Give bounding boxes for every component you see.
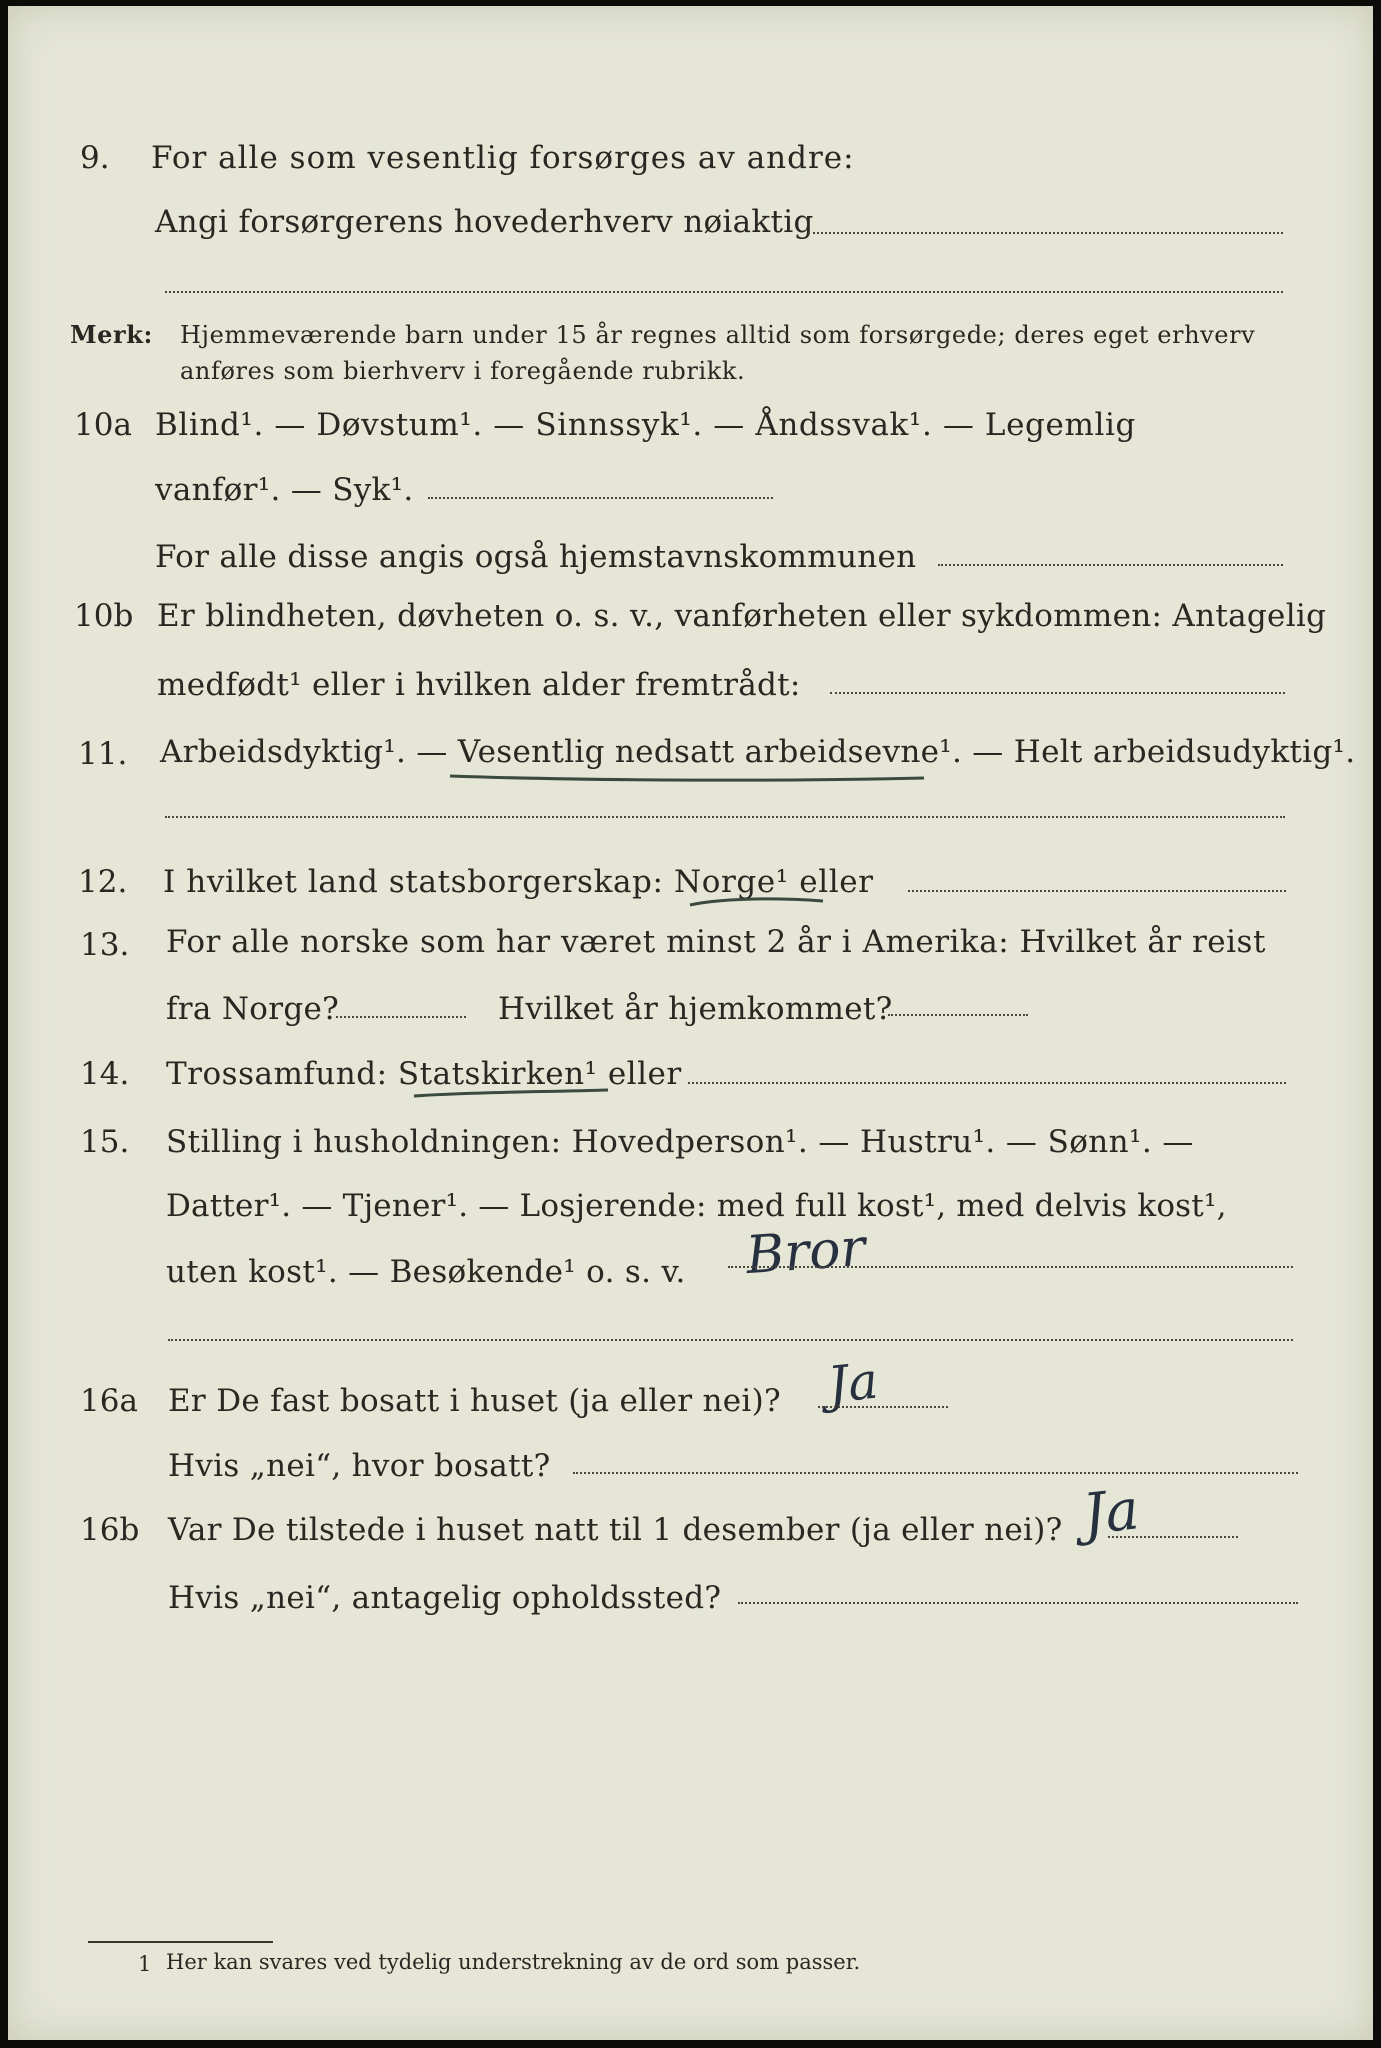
- q9-answer-line[interactable]: [808, 232, 1283, 234]
- q12-text: I hvilket land statsborgerskap: Norge¹ eller: [163, 864, 874, 900]
- q14-text: Trossamfund: Statskirken¹ eller: [166, 1056, 682, 1092]
- q10a-answer-line[interactable]: [428, 497, 773, 499]
- footnote-rule: [88, 1941, 273, 1943]
- q12-answer-line[interactable]: [908, 890, 1286, 892]
- q16a-bosatt-line[interactable]: [573, 1472, 1298, 1474]
- q9-title: For alle som vesentlig forsørges av andre:: [151, 140, 855, 176]
- q10b-answer-line[interactable]: [830, 692, 1285, 694]
- q16a-text-1: Er De fast bosatt i huset (ja eller nei)?: [168, 1383, 781, 1419]
- q10a-text-1: Blind¹. — Døvstum¹. — Sinnssyk¹. — Åndssvak¹. — Legemlig: [155, 407, 1136, 443]
- q10b-text-2: medfødt¹ eller i hvilken alder fremtrådt:: [157, 667, 801, 703]
- q10a-hjemstavn-line[interactable]: [938, 564, 1283, 566]
- q13-hjemkommet-line[interactable]: [888, 1014, 1028, 1016]
- q16b-number: 16b: [80, 1512, 140, 1548]
- q9-question: Angi forsørgerens hovederhverv nøiaktig: [155, 204, 814, 240]
- q14-answer-line[interactable]: [688, 1082, 1286, 1084]
- merk-text-1: Hjemmeværende barn under 15 år regnes alltid som forsørgede; deres eget erhverv: [180, 321, 1256, 349]
- q10b-text-1: Er blindheten, døvheten o. s. v., vanførheten eller sykdommen: Antagelig: [157, 598, 1327, 634]
- merk-text-2: anføres som bierhverv i foregående rubrikk.: [180, 357, 746, 385]
- q13-text-2a: fra Norge?: [166, 991, 340, 1027]
- q16b-answer-line[interactable]: [1108, 1536, 1238, 1538]
- q14-number: 14.: [80, 1056, 130, 1092]
- q11-answer-line[interactable]: [165, 816, 1285, 818]
- q13-text-1: For alle norske som har været minst 2 år i Amerika: Hvilket år reist: [166, 924, 1266, 960]
- q13-reist-line[interactable]: [336, 1016, 466, 1018]
- q15-answer-line-2[interactable]: [168, 1339, 1293, 1341]
- q16b-handwritten-answer: Ja: [1079, 1477, 1143, 1548]
- q13-number: 13.: [80, 927, 130, 963]
- q12-number: 12.: [78, 864, 128, 900]
- q16b-text-2: Hvis „nei“, antagelig opholdssted?: [168, 1580, 722, 1616]
- q16a-text-2: Hvis „nei“, hvor bosatt?: [168, 1448, 551, 1484]
- q10a-text-2: vanfør¹. — Syk¹.: [155, 472, 414, 508]
- q16a-handwritten-answer: Ja: [825, 1351, 881, 1415]
- q13-text-2b: Hvilket år hjemkommet?: [498, 991, 893, 1027]
- census-form-page: [8, 6, 1373, 2040]
- q9-answer-line-2[interactable]: [165, 291, 1283, 293]
- q10a-text-3: For alle disse angis også hjemstavnskommunen: [155, 539, 917, 575]
- q11-underline-mark: [448, 766, 928, 786]
- q16a-number: 16a: [80, 1383, 138, 1419]
- merk-label: Merk:: [70, 320, 153, 349]
- q15-number: 15.: [80, 1124, 130, 1160]
- footnote-mark: 1: [138, 1952, 152, 1976]
- q15-handwritten-answer: Bror: [744, 1217, 868, 1287]
- q12-underline-mark: [688, 891, 828, 911]
- q11-text: Arbeidsdyktig¹. — Vesentlig nedsatt arbeidsevne¹. — Helt arbeidsudyktig¹.: [160, 734, 1356, 770]
- q16b-text-1: Var De tilstede i huset natt til 1 desember (ja eller nei)?: [168, 1512, 1063, 1548]
- q15-text-1: Stilling i husholdningen: Hovedperson¹. — Hustru¹. — Sønn¹. —: [166, 1124, 1194, 1160]
- q15-answer-line[interactable]: [728, 1266, 1293, 1268]
- q15-text-2: Datter¹. — Tjener¹. — Losjerende: med full kost¹, med delvis kost¹,: [166, 1188, 1227, 1224]
- q14-underline-mark: [412, 1084, 612, 1104]
- q16a-answer-line[interactable]: [818, 1406, 948, 1408]
- q16b-opholdssted-line[interactable]: [738, 1602, 1298, 1604]
- q11-number: 11.: [78, 736, 128, 772]
- q9-number: 9.: [80, 140, 110, 176]
- footnote-text: Her kan svares ved tydelig understrekning av de ord som passer.: [166, 1950, 861, 1974]
- q10a-number: 10a: [74, 407, 132, 443]
- q10b-number: 10b: [74, 598, 134, 634]
- q15-text-3: uten kost¹. — Besøkende¹ o. s. v.: [166, 1254, 686, 1290]
